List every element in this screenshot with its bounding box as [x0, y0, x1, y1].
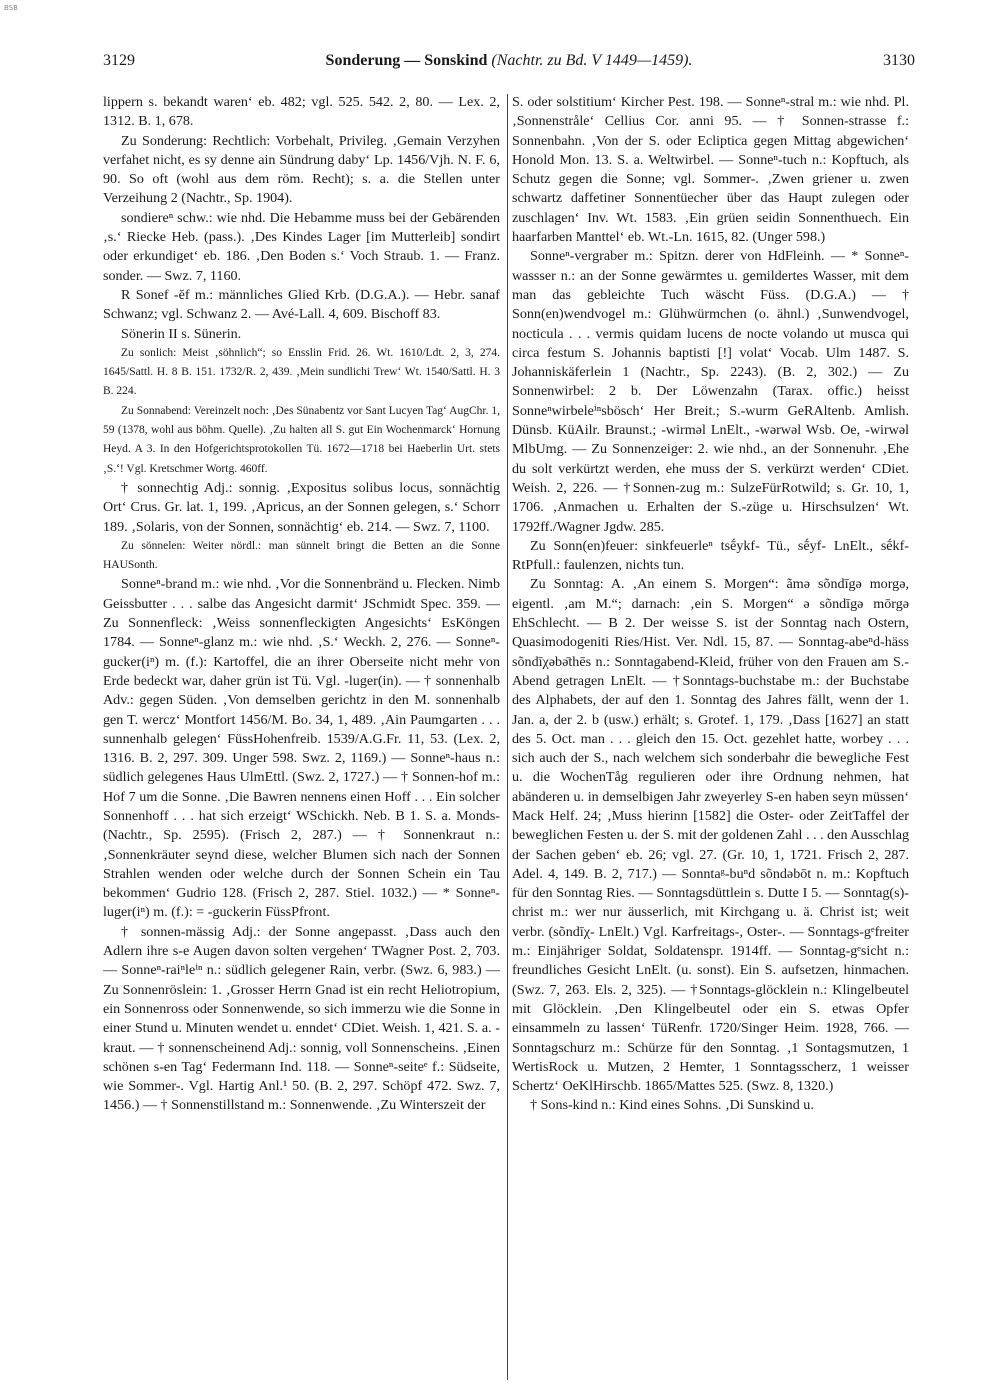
entry-sonnechtig: † sonnechtig Adj.: sonnig. ‚Expositus solibus locus, sonnächtig Ort‘ Crus. Gr. lat. 1, 199. ‚Apricus, an der Sonnen gelegen, s.‘ Schorr 189. ‚Solaris, von der Sonnen, sonnächtig‘ eb. 214. — Swz. 7, 1100.: [103, 479, 500, 535]
entry-sonderung: Zu Sonderung: Rechtlich: Vorbehalt, Privileg. ‚Gemain Verzyhen verfahet nicht, es sy denne ain Sündrung daby‘ Lp. 1456/Vjh. N. F. 6, 90. So oft (wohl aus dem röm. Recht); s. a. die Stellen unter Verzeihung 2 (Nachtr., Sp. 1904).: [103, 132, 500, 207]
supplement-note: (Nachtr. zu Bd. V 1449—1459).: [491, 52, 693, 69]
entry-sonef: R Sonef -ĕf m.: männliches Glied Krb. (D.G.A.). — Hebr. sanaf Schwanz; vgl. Schwanz 2. — Avé-Lall. 4, 609. Bischoff 83.: [103, 286, 500, 323]
entry-sonlich: Zu sonlich: Meist ‚söhnlich“; so Ensslin Frid. 26. Wt. 1610/Ldt. 2, 3, 274. 1645/Sattl. H. 8 B. 151. 1732/R. 2, 439. ‚Mein sundlichi Trew‘ Wt. 1540/Sattl. H. 3 B. 224.: [103, 346, 500, 398]
entry-soenerin: Sönerin II s. Sünerin.: [121, 325, 242, 342]
right-column: [512, 93, 909, 1383]
entry-paragraph: lippern s. bekandt waren‘ eb. 482; vgl. 525. 542. 2, 80. — Lex. 2, 1312. B. 1, 678.: [103, 94, 500, 130]
entry-sonnenmaessig: † sonnen-mässig Adj.: der Sonne angepasst. ‚Dass auch den Adlern ihre s-e Augen davon solten vergehen‘ TWagner Post. 2, 703. — Sonneⁿ-raiⁿleⁱⁿ n.: südlich gelegener Rain, verbr. (Swz. 6, 983.) — Zu Sonnenröslein: 1. ‚Grosser Herrn Gnad ist ein recht Heliotropium, ein Sonnenross oder Sonnenwende, so sich immerzu wie die Sonne in einer Stund u. Minuten wendet u. enndet‘ CDiet. Weish. 1, 421. S. a. -kraut. — † sonnenscheinend Adj.: sonnig, voll Sonnenscheins. ‚Einen schönen s-en Tag‘ Federmann Ind. 118. — Sonneⁿ-seiteᵉ f.: Südseite, wie Sommer-. Vgl. Hartig Anl.¹ 50. (B. 2, 297. Schöpf 472. Swz. 7, 1456.) — † Sonnenstillstand m.: Sonnenwende. ‚Zu Winterszeit der: [103, 923, 500, 1114]
entry-sonnenbrand: Sonneⁿ-brand m.: wie nhd. ‚Vor die Sonnenbränd u. Flecken. Nimb Geissbutter . . . salbe das Angesicht darmit‘ JSchmidt Spec. 359. — Zu Sonnenfleck: ‚Weiss sonnenfleckigten Angesichts‘ EsKöngen 1784. — Sonneⁿ-glanz m.: wie nhd. ‚S.‘ Weckh. 2, 276. — Sonneⁿ-gucker(iⁿ) m. (f.): Kartoffel, die an ihrer Oberseite nicht mehr von Erde bedeckt war, daher grün ist Tü. Vgl. -luger(in). — † sonnenhalb Adv.: gegen Süden. ‚Von demselben gerichtz in den M. sonnenhalb gen T. wercz‘ Montfort 1456/M. Bo. 34, 1, 489. ‚Ain Paumgarten . . . sunnenhalb gelegen‘ FüssHohenfreib. 1539/A.G.Fr. 11, 53. (Lex. 2, 1316. B. 2, 297. 309. Unger 598. Swz. 2, 1169.) — Sonneⁿ-haus n.: südlich gelegenes Haus UlmEttl. (Swz. 2, 1727.) — † Sonnen-hof m.: Hof 7 um die Sonne. ‚Die Bawren nennens einen Hoff . . . Ein solcher Sonnenhoff . . . hat sich erzeigt‘ WSchickh. Neb. B 1. S. a. Monds- (Nachtr., Sp. 2595). (Frisch 2, 287.) — † Sonnenkraut n.: ‚Sonnenkräuter seynd diese, welcher Blumen sich nach der Sonnen Strahlen wenden oder welche durch der Sonnen Schein ein Tau bekommen‘ Gudrio 128. (Frisch 2, 287. Stiel. 1032.) — * Sonneⁿ-luger(iⁿ) m. (f.): = -guckerin FüssPfront.: [103, 576, 500, 921]
entry-sonskind: † Sons-kind n.: Kind eines Sohns. ‚Di Sunskind u.: [530, 1097, 814, 1114]
right-page-number: 3130: [883, 52, 915, 69]
headword-range: Sonderung — Sonskind: [325, 52, 488, 69]
entry-sonnabend: Zu Sonnabend: Vereinzelt noch: ‚Des Sünabentz vor Sant Lucyen Tag‘ AugChr. 1, 59 (1378, wohl aus böhm. Quelle). ‚Zu halten all S. gut Ein Wochenmarck‘ Hornung Heyd. A 3. In den Hofgerichtsprotokollen Tü. 1672—1718 bei Haeberlin Urt. stets ‚S.‘! Vgl. Kretschmer Wortg. 460ff.: [103, 404, 500, 475]
left-column: [103, 93, 500, 1383]
column-divider: [507, 94, 508, 1380]
entry-sonnenvergraber: Sonneⁿ-vergraber m.: Spitzn. derer von HdFleinh. — * Sonneⁿ-wassser n.: an der Sonne gewärmtes u. gemildertes Wasser, mit dem man das gebleichte Tuch wäscht Füss. (D.G.A.) — † Sonn(en)wendvogel m.: Glühwürmchen (o. ähnl.) ‚Sunwendvogel, nocticula . . . vermis quidam lucens de nocte volando ut musca qui circa festum S. Johannis baptisti [!] volat‘ Vocab. Ulm 1487. S. Johanniskäferlein 1 (Nachtr., Sp. 2243). (B. 2, 302.) — Zu Sonnenwirbel: 2 b. Der Löwenzahn (Tarax. offic.) heisst Sonneⁿwirbeleⁱⁿsbösch‘ Her Breit.; S.-wurm GeRAltenb. Amlish. Dünsb. KüAilr. Braunst.; -wirməl LnElt., -wərwəl Wsb. Oe, -wirwəl MlbUmg. — Zu Sonnenzeiger: 2. wie nhd., an der Sonnenuhr. ‚Ehe du solt verkürtzt werden, ehe muss der S. verkürzt werden‘ CDiet. Weish. 2, 226. — †Sonnen-zug m.: SulzeFürRotwild; s. Gr. 10, 1, 1706. ‚Anmachen u. Erhalten der S.-züge u. Hirschsulzen‘ Wt. 1792ff./Wagner Jgdw. 285.: [512, 248, 909, 535]
running-head: [103, 52, 915, 70]
library-stamp: BSB: [4, 4, 18, 12]
page-header: [103, 52, 915, 72]
left-page-number: 3129: [103, 52, 135, 69]
entry-sondieren: sondiereⁿ schw.: wie nhd. Die Hebamme muss bei der Gebärenden ‚s.‘ Riecke Heb. (pass.). ‚Des Kindes Lager [im Mutterleib] sondirt oder erkundiget‘ eb. 186. ‚Den Boden s.‘ Voch Straub. 1. — Franz. sonder. — Swz. 7, 1160.: [103, 209, 500, 284]
entry-soennelen: Zu sönnelen: Weiter nördl.: man sünnelt bringt die Betten an die Sonne HAUSonth.: [103, 539, 500, 572]
entry-sonntag: Zu Sonntag: A. ‚An einem S. Morgen“: ãmə sõndīgə morgə, eigentl. ‚am M.“; darnach: ‚ein S. Morgen“ ə sõndīgə mōrgə EhSchlecht. — B 2. Der weisse S. ist der Sonntag nach Ostern, Quasimodogeniti Ries/Hist. Ver. Ndl. 15, 87. — Sonntag-abeⁿd-häss sõndīχəbə̄thēs n.: Sonntagabend-Kleid, früher von den Frauen am S.-Abend getragen LnElt. — †Sonntags-buchstabe m.: der Buchstabe des Alphabets, der auf den 1. Sonntag des Jahres fällt, wenn der 1. Jan. a, der 2. b (usw.) erhält; s. Grotef. 1, 179. ‚Dass [1627] an statt des 5. Oct. man . . . gleich den 15. Oct. gezehlet hatte, worbey . . . sich auch der S., nach welchem sich sonderbahr die bewegliche Fest u. die WochenTåg regulieren oder ihre Ordnung nehmen, hat abänderen u. in demselbigen Jahr zweyerley S-en haben seyn müssen‘ Mack Helf. 24; ‚Muss hierinn [1582] die Oster- oder ZeitTaffel der beweglichen Festen u. der S. mit der goldenen Zahl . . . den Ausschlag der Sachen geben‘ eb. 26; vgl. 27. (Gr. 10, 1, 1721. Frisch 2, 287. Adel. 4, 149. B. 2, 717.) — Sonntaᵍ-buⁿd sõndəbōt n. m.: Kopftuch für den Sonntag Ries. — Sonntagsdüttlein s. Dutte I 5. — Sonntag(s)-christ m.: wer nur äusserlich, mit Kirchgang u. ä. Christ ist; weit verbr. (sõndīχ- LnElt.) Vgl. Karfreitags-, Oster-. — Sonntags-gᵉfreiter m.: Einjähriger Soldat, Soldatenspr. 1914ff. — Sonntag-gᵉsicht n.: freundliches Gesicht LnElt. (u. sonst). Ein S. aufsetzen, hinmachen. (Swz. 7, 263. Els. 2, 325). — †Sonntags-glöcklein n.: Klingelbeutel mit Glöcklein. ‚Den Klingelbeutel oder ein S. etwas Opfer einsammeln zu lassen‘ TüRenfr. 1720/Singer Heim. 1928, 766. — Sonntagschurz m.: Schürze für den Sonntag. ‚1 Sontagsmutzen, 1 WertisRock u. Mutzen, 2 Hemter, 1 Sonntagsscherz, 1 weisser Schertz‘ OeKlHirschb. 1865/Mattes 525. (Swz. 8, 1320.): [512, 576, 909, 1095]
entry-paragraph: S. oder solstitium‘ Kircher Pest. 198. — Sonneⁿ-stral m.: wie nhd. Pl. ‚Sonnenstråle‘ Cellius Cor. anni 95. — † Sonnen-strasse f.: Sonnenbahn. ‚Von der S. oder Ecliptica gegen Mittag abgewichen‘ Honold Mon. 13. S. a. Weltwirbel. — Sonneⁿ-tuch n.: Kopftuch, als Schutz gegen die Sonne; vgl. Sommer-. ‚Zwen griener u. zwen schwartz daffetiner Sonnentüecher über das Haupt zulegen oder zuschlagen‘ Inv. Wt. 1583. ‚Ein grüen seidin Sonnenthuech. Ein haarfarben Manttel‘ eb. Wt.-Ln. 1615, 82. (Unger 598.): [512, 94, 909, 246]
entry-sonnenfeuer: Zu Sonn(en)feuer: sinkfeuerleⁿ tsḗykf- Tü., sḗyf- LnElt., sḗkf- RtPfull.: faulenzen, nichts tun.: [512, 537, 909, 574]
